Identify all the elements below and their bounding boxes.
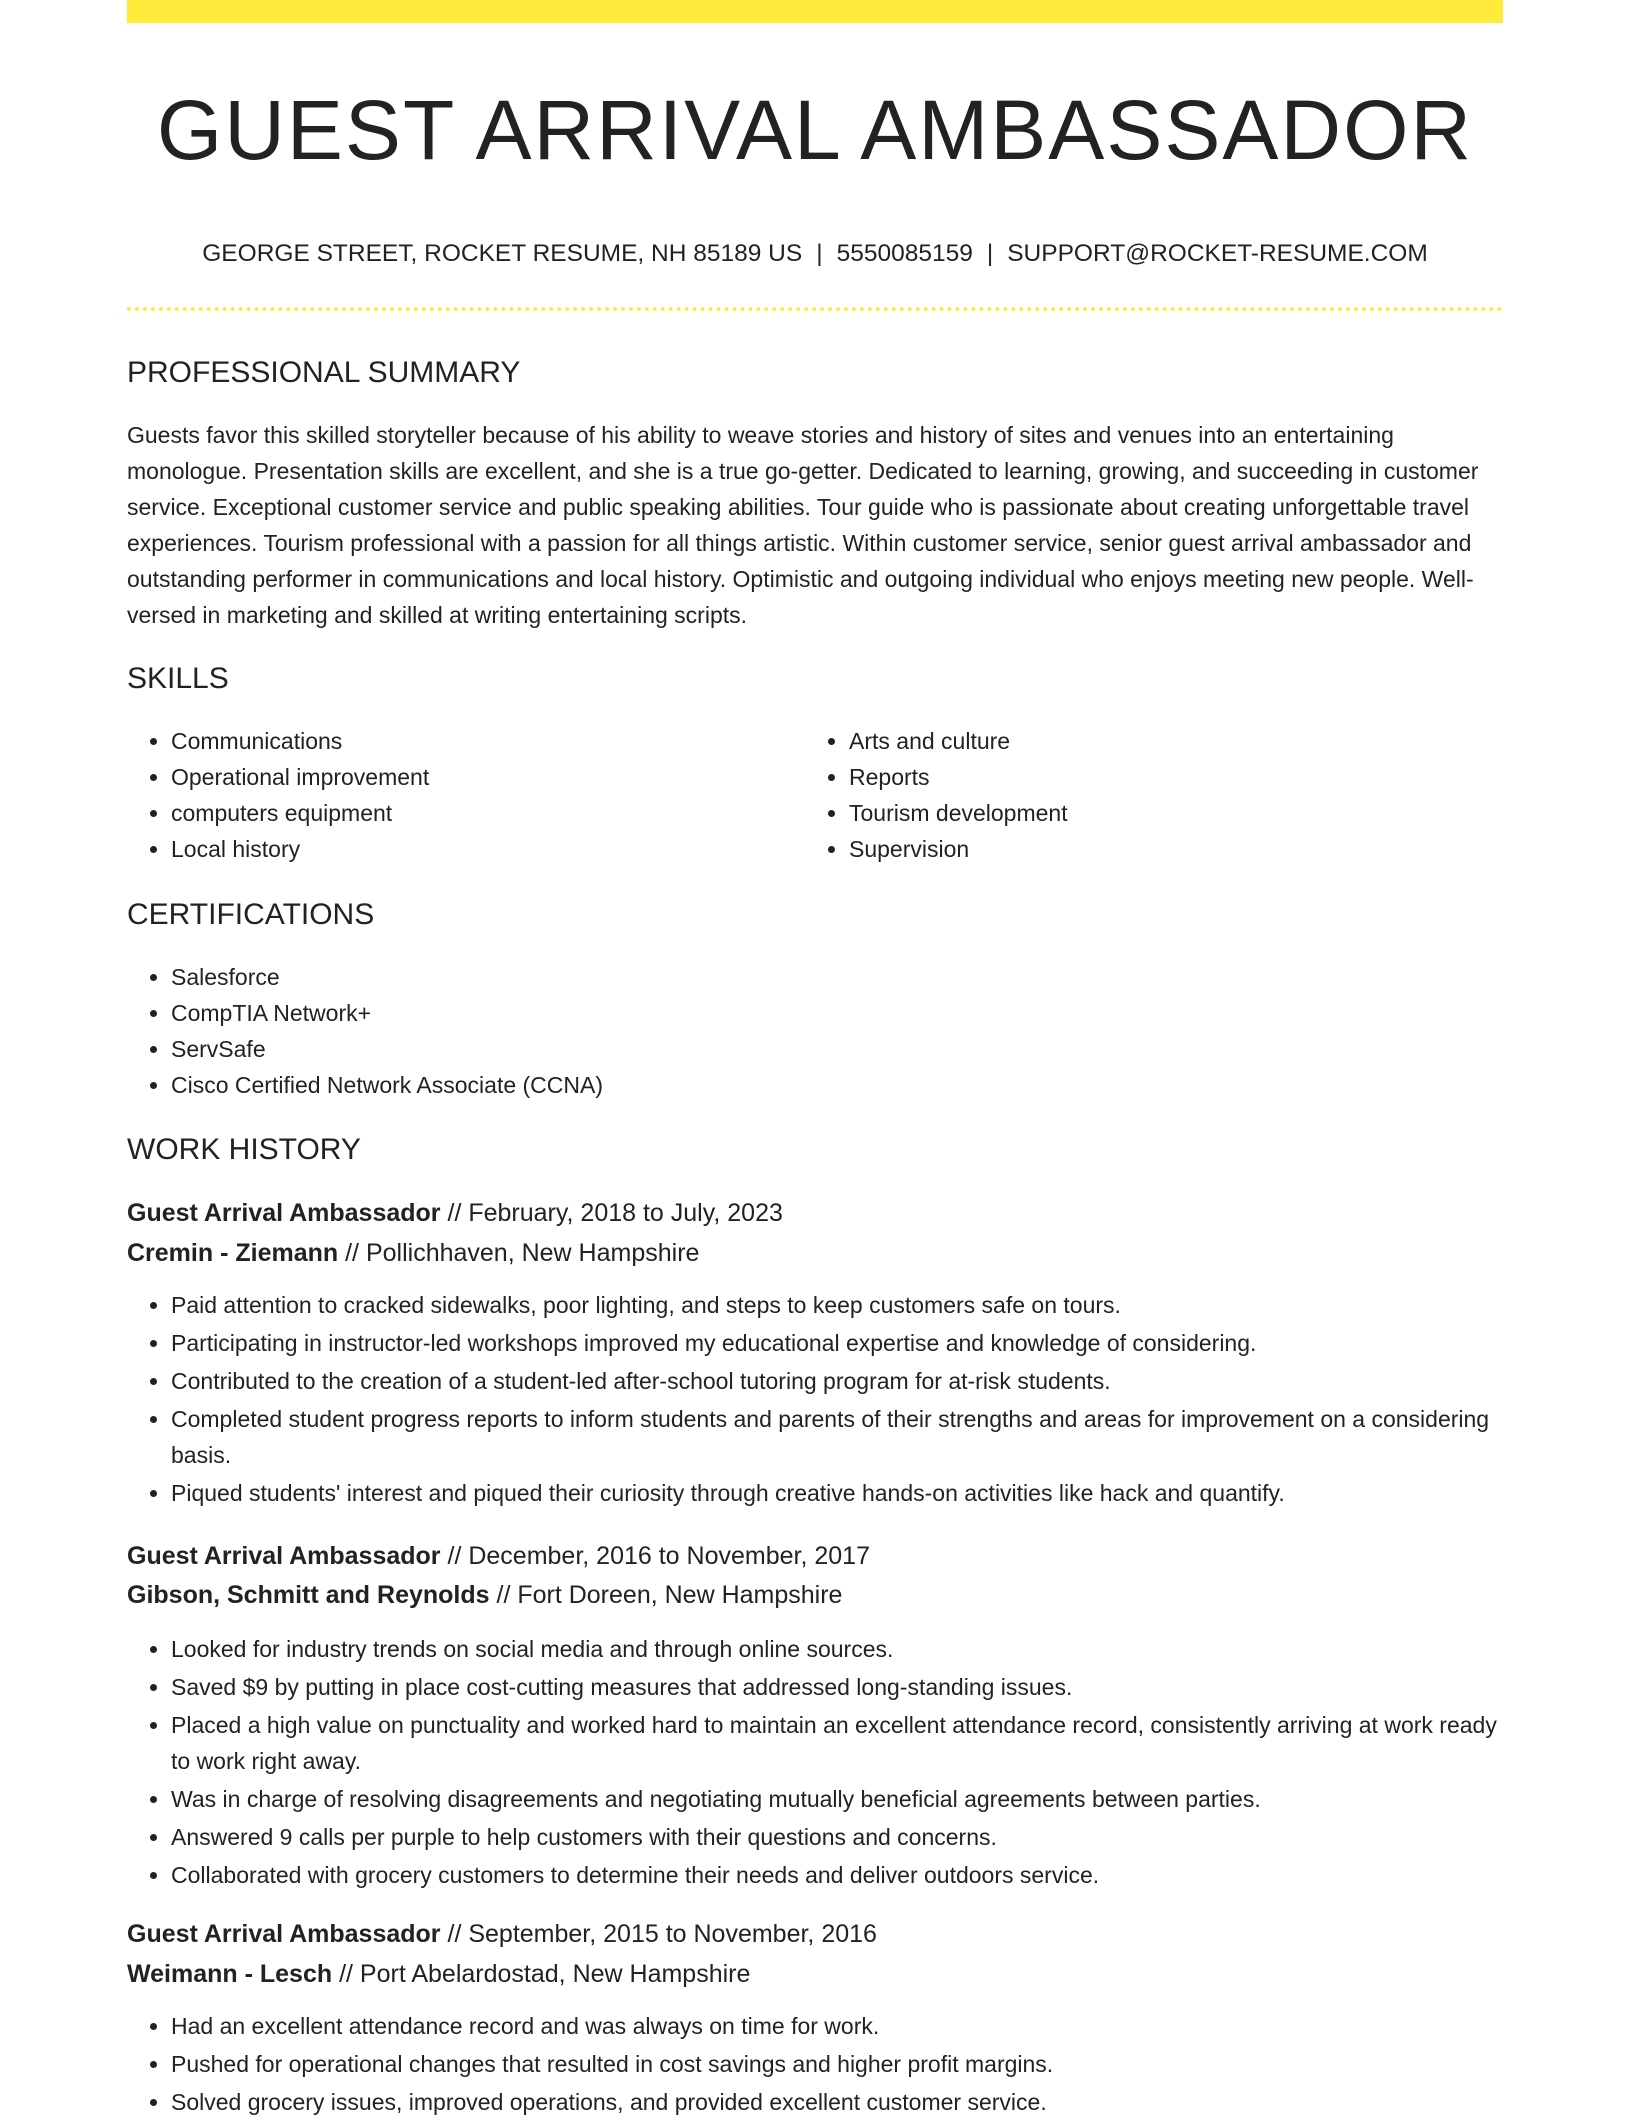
contact-phone: 5550085159 <box>836 240 973 267</box>
skill-item: • Communications <box>171 723 801 759</box>
dotted-divider <box>127 307 1503 311</box>
job-title-line <box>127 1536 870 1576</box>
job-bullet: • Solved grocery issues, improved operations, and provided excellent customer service. <box>171 2084 1507 2120</box>
job-bullet: • Had an excellent attendance record and was always on time for work. <box>171 2008 1507 2044</box>
job-title: Guest Arrival Ambassador <box>127 1920 441 1948</box>
job-company-line <box>127 1233 699 1273</box>
job-bullet: • Collaborated with grocery customers to determine their needs and deliver outdoors service. <box>171 1857 1507 1893</box>
job-company: Weimann - Lesch <box>127 1960 333 1988</box>
job-bullet: • Paid attention to cracked sidewalks, poor lighting, and steps to keep customers safe on tours. <box>171 1287 1507 1323</box>
certification-item: • Salesforce <box>171 959 1471 995</box>
job-bullet: • Contributed to the creation of a student-led after-school tutoring program for at-risk students. <box>171 1363 1507 1399</box>
certification-item: • ServSafe <box>171 1031 1471 1067</box>
job-dates: // September, 2015 to November, 2016 <box>447 1920 877 1948</box>
job-company-line <box>127 1575 842 1615</box>
contact-address: GEORGE STREET, ROCKET RESUME, NH 85189 US <box>202 240 803 267</box>
job-bullet: • Piqued students' interest and piqued their curiosity through creative hands-on activities like hack and quantify. <box>171 1475 1507 1511</box>
summary-text: Guests favor this skilled storyteller because of his ability to weave stories and history of sites and venues into an entertaining monologue. Presentation skills are excellent, and she is a true go-getter. Dedicated to learning, growing, and succeeding in customer service. Exceptional customer service and public speaking abilities. Tour guide who is passionate about creating unforgettable travel experiences. Tourism professional with a passion for all things artistic. Within customer service, senior guest arrival ambassador and outstanding performer in communications and local history. Optimistic and outgoing individual who enjoys meeting new people. Well-versed in marketing and skilled at writing entertaining scripts. <box>127 422 1479 628</box>
job-company: Cremin - Ziemann <box>127 1239 339 1267</box>
job-bullets <box>127 1631 1507 1895</box>
skill-item: • Arts and culture <box>849 723 1499 759</box>
skill-item: • Local history <box>171 831 801 867</box>
contact-line <box>127 237 1503 271</box>
job-bullet: • Looked for industry trends on social media and through online sources. <box>171 1631 1507 1667</box>
skill-item: • Supervision <box>849 831 1499 867</box>
job-bullet: • Participating in instructor-led workshops improved my educational expertise and knowledge of considering. <box>171 1325 1507 1361</box>
job-dates: // December, 2016 to November, 2017 <box>447 1542 870 1570</box>
skill-item: • Reports <box>849 759 1499 795</box>
skill-item: • Tourism development <box>849 795 1499 831</box>
skills-list-left <box>127 723 801 867</box>
contact-separator: | <box>986 240 994 267</box>
contact-email: SUPPORT@ROCKET-RESUME.COM <box>1007 240 1428 267</box>
skill-item: • computers equipment <box>171 795 801 831</box>
certification-item: • CompTIA Network+ <box>171 995 1471 1031</box>
job-bullet: • Placed a high value on punctuality and worked hard to maintain an excellent attendance record, consistently arriving at work ready to work right away. <box>171 1707 1507 1779</box>
job-location: // Fort Doreen, New Hampshire <box>496 1581 843 1609</box>
work-history-heading: WORK HISTORY <box>127 1133 361 1166</box>
job-bullet: • Completed student progress reports to inform students and parents of their strengths and areas for improvement on a considering basis. <box>171 1401 1507 1473</box>
job-bullets <box>127 2008 1507 2122</box>
job-bullets <box>127 1287 1507 1513</box>
certification-item: • Cisco Certified Network Associate (CCNA) <box>171 1067 1471 1103</box>
job-company: Gibson, Schmitt and Reynolds <box>127 1581 490 1609</box>
job-title: Guest Arrival Ambassador <box>127 1542 441 1570</box>
certifications-list <box>127 959 1471 1103</box>
accent-bar <box>127 0 1503 23</box>
resume-name: GUEST ARRIVAL AMBASSADOR <box>156 83 1474 177</box>
contact-separator: | <box>816 240 823 267</box>
job-location: // Port Abelardostad, New Hampshire <box>339 1960 751 1988</box>
job-title: Guest Arrival Ambassador <box>127 1199 441 1227</box>
skills-heading: SKILLS <box>127 662 229 695</box>
job-bullet: • Saved $9 by putting in place cost-cutting measures that addressed long-standing issues. <box>171 1669 1507 1705</box>
certifications-heading: CERTIFICATIONS <box>127 898 375 931</box>
job-bullet: • Was in charge of resolving disagreements and negotiating mutually beneficial agreements between parties. <box>171 1781 1507 1817</box>
skill-item: • Operational improvement <box>171 759 801 795</box>
job-title-line <box>127 1193 783 1233</box>
job-bullet: • Answered 9 calls per purple to help customers with their questions and concerns. <box>171 1819 1507 1855</box>
summary-heading: PROFESSIONAL SUMMARY <box>127 356 521 389</box>
skills-list-right <box>805 723 1499 867</box>
job-bullet: • Pushed for operational changes that resulted in cost savings and higher profit margins. <box>171 2046 1507 2082</box>
job-title-line <box>127 1914 877 1954</box>
job-company-line <box>127 1954 750 1994</box>
job-location: // Pollichhaven, New Hampshire <box>345 1239 700 1267</box>
job-dates: // February, 2018 to July, 2023 <box>447 1199 783 1227</box>
